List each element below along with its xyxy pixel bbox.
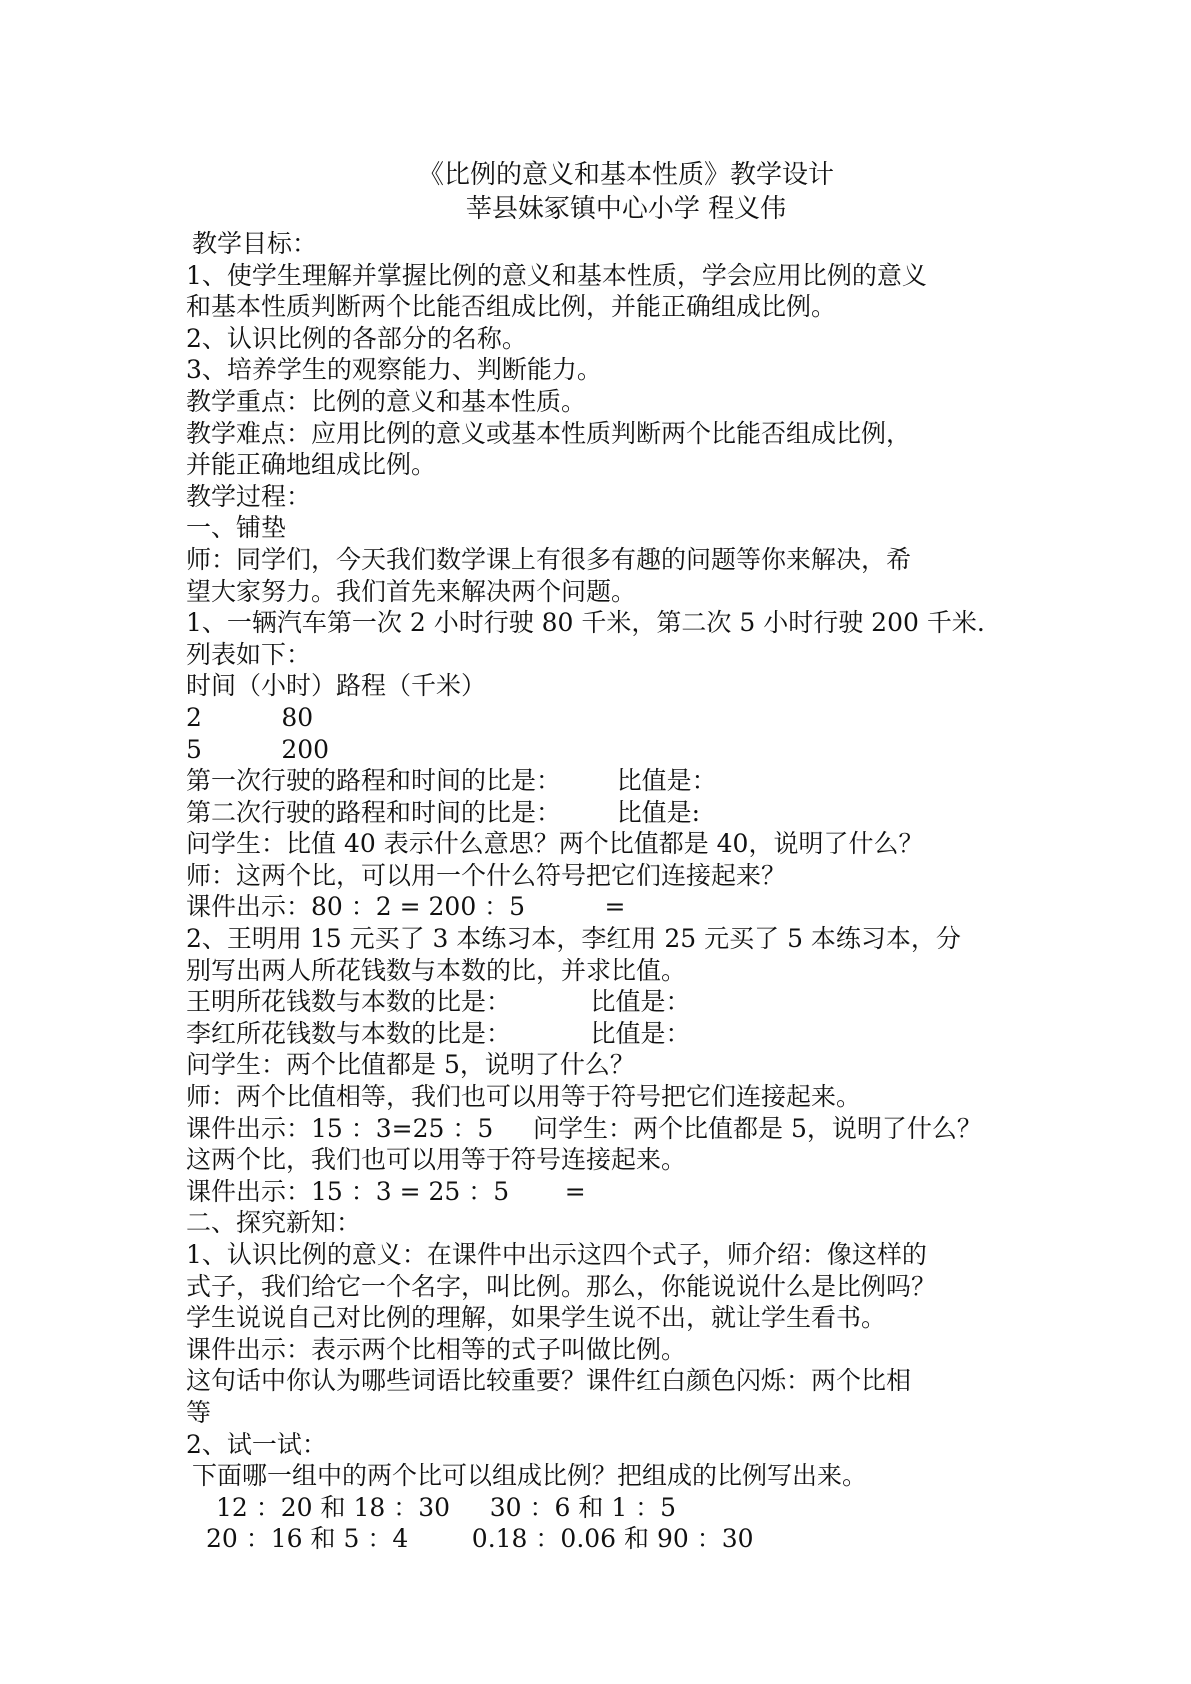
paragraph-line: 1、一辆汽车第一次 2 小时行驶 80 千米，第二次 5 小时行驶 200 千米. — [186, 608, 985, 638]
section-heading-intro: 一、铺垫 — [186, 513, 287, 543]
paragraph-line: 别写出两人所花钱数与本数的比，并求比值。 — [186, 955, 687, 985]
exercise-line: 20 ：16 和 5 ：4 0.18 ：0.06 和 90 ：30 — [206, 1524, 754, 1554]
paragraph-line: 课件出示：15 ：3 = 25 ：5 = — [186, 1176, 586, 1206]
document-title: 《比例的意义和基本性质》教学设计 — [417, 160, 834, 190]
paragraph-line: 2、王明用 15 元买了 3 本练习本，李红用 25 元买了 5 本练习本，分 — [186, 924, 961, 954]
paragraph-line: 课件出示：15 ：3=25 ：5 问学生：两个比值都是 5，说明了什么？ — [186, 1113, 982, 1143]
paragraph-line: 学生说说自己对比例的理解，如果学生说不出，就让学生看书。 — [186, 1303, 887, 1333]
paragraph-line: 师：这两个比，可以用一个什么符号把它们连接起来？ — [186, 860, 787, 890]
paragraph-line: 列表如下： — [186, 639, 312, 669]
paragraph-line: 和基本性质判断两个比能否组成比例，并能正确组成比例。 — [186, 292, 837, 322]
paragraph-line: 第二次行驶的路程和时间的比是： 比值是: — [186, 797, 701, 827]
paragraph-line: 这两个比，我们也可以用等于符号连接起来。 — [186, 1145, 687, 1175]
paragraph-line: 教学难点：应用比例的意义或基本性质判断两个比能否组成比例， — [186, 418, 912, 448]
paragraph-line: 师：同学们，今天我们数学课上有很多有趣的问题等你来解决，希 — [186, 544, 912, 574]
document-author: 莘县妹冢镇中心小学 程义伟 — [465, 194, 787, 224]
document-page — [186, 158, 1016, 1555]
paragraph-line: 课件出示：表示两个比相等的式子叫做比例。 — [186, 1334, 687, 1364]
paragraph-line: 式子，我们给它一个名字，叫比例。那么，你能说说什么是比例吗？ — [186, 1271, 937, 1301]
paragraph-line: 1、使学生理解并掌握比例的意义和基本性质，学会应用比例的意义 — [186, 260, 927, 290]
paragraph-line: 问学生：比值 40 表示什么意思？两个比值都是 40，说明了什么？ — [186, 829, 924, 859]
paragraph-line: 这句话中你认为哪些词语比较重要？课件红白颜色闪烁：两个比相 — [186, 1366, 912, 1396]
paragraph-line: 王明所花钱数与本数的比是： 比值是： — [186, 987, 691, 1017]
paragraph-line: 2、试一试： — [186, 1429, 327, 1459]
paragraph-line: 望大家努力。我们首先来解决两个问题。 — [186, 576, 637, 606]
paragraph-line: 教学重点：比例的意义和基本性质。 — [186, 386, 587, 416]
paragraph-line: 问学生：两个比值都是 5，说明了什么？ — [186, 1050, 635, 1080]
paragraph-line: 师：两个比值相等，我们也可以用等于符号把它们连接起来。 — [186, 1082, 862, 1112]
paragraph-line: 并能正确地组成比例。 — [186, 450, 437, 480]
paragraph-line: 第一次行驶的路程和时间的比是： 比值是： — [186, 766, 717, 796]
table-row-line: 2 80 — [186, 702, 314, 732]
paragraph-line: 下面哪一组中的两个比可以组成比例？把组成的比例写出来。 — [192, 1461, 868, 1491]
section-heading-new-knowledge: 二、探究新知： — [186, 1208, 362, 1238]
paragraph-line: 2、认识比例的各部分的名称。 — [186, 323, 527, 353]
section-heading-objectives: 教学目标： — [192, 229, 318, 258]
paragraph-line: 等 — [186, 1397, 212, 1427]
paragraph-line: 李红所花钱数与本数的比是： 比值是： — [186, 1018, 691, 1048]
table-header-line: 时间（小时）路程（千米） — [186, 671, 487, 701]
paragraph-line: 课件出示：80 ：2 = 200 ：5 = — [186, 892, 626, 922]
section-heading-process: 教学过程： — [186, 481, 312, 511]
table-row-line: 5 200 — [186, 734, 330, 764]
paragraph-line: 1、认识比例的意义：在课件中出示这四个式子，师介绍：像这样的 — [186, 1240, 927, 1269]
paragraph-line: 3、培养学生的观察能力、判断能力。 — [186, 355, 602, 385]
exercise-line: 12 ：20 和 18 ：30 30 ：6 和 1 ：5 — [216, 1492, 677, 1522]
